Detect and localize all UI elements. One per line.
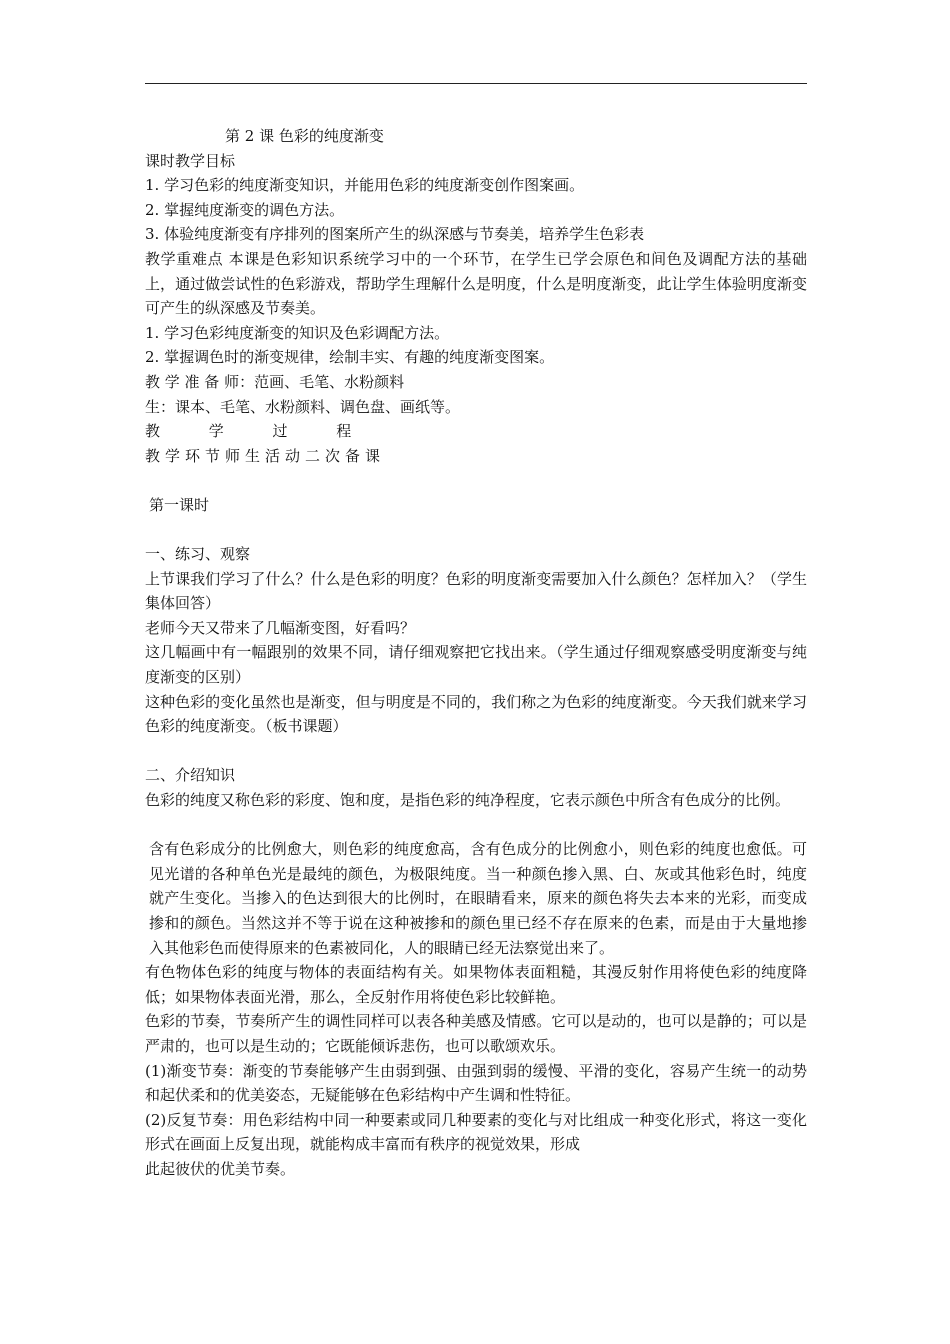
prep-teacher: 教 学 准 备 师：范画、毛笔、水粉颜料	[145, 372, 405, 391]
first-period-label: 第一课时	[149, 495, 210, 514]
table-header: 教学环节师生活动二次备课	[145, 446, 386, 465]
section2-paragraph: 有色物体色彩的纯度与物体的表面结构有关。如果物体表面粗糙，其漫反射作用将使色彩的纯度降低；如果物体表面光滑，那么，全反射作用将使色彩比较鲜艳。	[145, 963, 807, 1006]
lesson-title: 第 2 课 色彩的纯度渐变	[225, 127, 384, 145]
section2-paragraph: (1)渐变节奏：渐变的节奏能够产生由弱到强、由强到弱的缓慢、平滑的变化，容易产生统一的动势和起伏柔和的优美姿态，无疑能够在色彩结构中产生调和性特征。	[145, 1061, 807, 1105]
header-rule	[145, 83, 807, 84]
spacer	[145, 518, 807, 543]
section1-paragraph: 老师今天又带来了几幅渐变图，好看吗？	[145, 618, 416, 637]
section1-paragraph: 这几幅画中有一幅跟别的效果不同，请仔细观察把它找出来。（学生通过仔细观察感受明度渐变与纯度渐变的区别）	[145, 643, 807, 687]
section2-paragraph: (2)反复节奏：用色彩结构中同一种要素或同几种要素的变化与对比组成一种变化形式，将这一变化形式在画面上反复出现，就能构成丰富而有秩序的视觉效果，形成	[145, 1110, 807, 1154]
document-body	[145, 124, 807, 1182]
process-heading: 教 学 过 程	[145, 422, 374, 441]
goal-item: 3. 体验纯度渐变有序排列的图案所产生的纵深感与节奏美，培养学生色彩表	[145, 225, 645, 244]
goal-item: 2. 掌握纯度渐变的调色方法。	[145, 200, 345, 219]
prep-student: 生：课本、毛笔、水粉颜料、调色盘、画纸等。	[145, 397, 461, 416]
goals-heading: 课时教学目标	[145, 151, 236, 170]
key-point-item: 2. 掌握调色时的渐变规律，绘制丰实、有趣的纯度渐变图案。	[145, 348, 555, 367]
goal-item: 1. 学习色彩的纯度渐变知识，并能用色彩的纯度渐变创作图案画。	[145, 176, 585, 195]
spacer	[145, 739, 807, 764]
spacer	[145, 468, 807, 493]
section1-paragraph: 这种色彩的变化虽然也是渐变，但与明度是不同的，我们称之为色彩的纯度渐变。今天我们就来学习色彩的纯度渐变。（板书课题）	[145, 692, 807, 736]
key-point-item: 1. 学习色彩纯度渐变的知识及色彩调配方法。	[145, 323, 450, 342]
section2-intro: 色彩的纯度又称色彩的彩度、饱和度，是指色彩的纯净程度，它表示颜色中所含有色成分的比例。	[145, 791, 791, 810]
section1-paragraph: 上节课我们学习了什么？什么是色彩的明度？色彩的明度渐变需要加入什么颜色？怎样加入？（学生集体回答）	[145, 569, 807, 613]
key-points-paragraph: 教学重难点 本课是色彩知识系统学习中的一个环节，在学生已学会原色和间色及调配方法的基础上，通过做尝试性的色彩游戏，帮助学生理解什么是明度，什么是明度渐变，此让学生体验明度渐变可产生的纵深感及节奏美。	[145, 249, 807, 318]
section2-paragraph: 色彩的节奏，节奏所产生的调性同样可以表各种美感及情感。它可以是动的，也可以是静的；可以是严肃的，也可以是生动的；它既能倾诉悲伤，也可以歌颂欢乐。	[145, 1012, 807, 1055]
section2-paragraph: 含有色彩成分的比例愈大，则色彩的纯度愈高，含有色成分的比例愈小，则色彩的纯度也愈低。可见光谱的各种单色光是最纯的颜色，为极限纯度。当一种颜色掺入黑、白、灰或其他彩色时，纯度就产生变化。当掺入的色达到很大的比例时，在眼睛看来，原来的颜色将失去本来的光彩，而变成掺和的颜色。当然这并不等于说在这种被掺和的颜色里已经不存在原来的色素，而是由于大量地掺入其他彩色而使得原来的色素被同化，人的眼睛已经无法察觉出来了。	[149, 840, 807, 957]
section1-heading: 一、练习、观察	[145, 545, 251, 564]
section2-heading: 二、介绍知识	[145, 766, 236, 785]
section2-last-line: 此起彼伏的优美节奏。	[145, 1159, 296, 1178]
spacer	[145, 813, 807, 838]
